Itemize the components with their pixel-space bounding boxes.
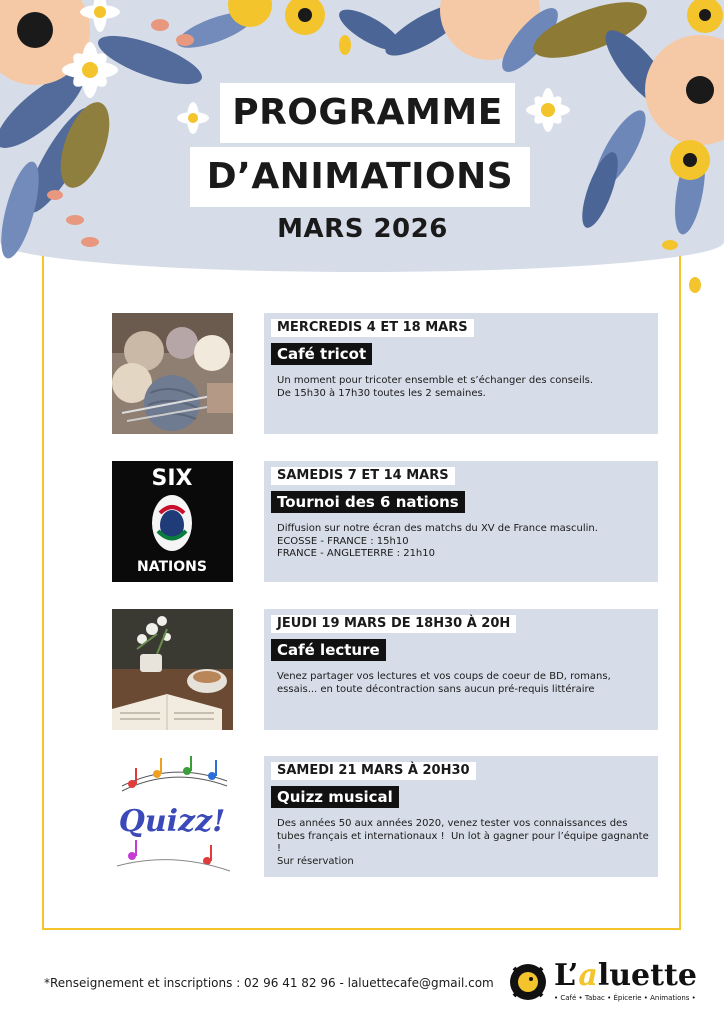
event-card-body xyxy=(264,756,658,877)
daisy-right xyxy=(526,88,570,132)
daisy-small-left xyxy=(177,102,209,134)
title-line-1: PROGRAMME xyxy=(220,83,515,143)
logo-tagline: • Café • Tabac • Épicerie • Animations • xyxy=(554,994,696,1002)
title-line-2: D’ANIMATIONS xyxy=(190,147,530,207)
logo-name: L’aluette xyxy=(554,958,697,993)
event-card-six-nations xyxy=(112,461,658,582)
svg-text:NATIONS: NATIONS xyxy=(137,559,207,575)
event-image-quizz xyxy=(112,756,233,877)
event-card-lecture xyxy=(112,609,658,730)
event-description: Venez partager vos lectures et vos coups de coeur de BD, romans, essais... en toute décontraction sans aucun pré-requis littéraire xyxy=(277,671,611,695)
event-image-six-nations-logo xyxy=(112,461,233,582)
laluette-logo xyxy=(506,958,697,1008)
event-card-body xyxy=(264,609,658,730)
event-card-tricot xyxy=(112,313,658,434)
svg-text:SIX: SIX xyxy=(151,466,193,491)
event-card-body xyxy=(264,313,658,434)
event-description: Un moment pour tricoter ensemble et s’échanger des conseils. De 15h30 à 17h30 toutes les 2 semaines. xyxy=(277,375,593,399)
event-date: SAMEDI 21 MARS À 20H30 xyxy=(271,762,476,780)
event-title: Café tricot xyxy=(271,343,372,365)
flowers-top-center xyxy=(228,0,566,80)
contact-info: *Renseignement et inscriptions : 02 96 41 82 96 - laluettecafe@gmail.com xyxy=(44,976,494,990)
svg-text:Quizz!: Quizz! xyxy=(118,804,226,839)
event-title: Café lecture xyxy=(271,639,386,661)
event-card-quizz xyxy=(112,756,658,877)
event-title: Quizz musical xyxy=(271,786,399,808)
event-date: MERCREDIS 4 ET 18 MARS xyxy=(271,319,474,337)
event-card-body xyxy=(264,461,658,582)
event-title: Tournoi des 6 nations xyxy=(271,491,465,513)
flowers-right xyxy=(527,0,724,293)
event-image-book-tea xyxy=(112,609,233,730)
event-image-yarn xyxy=(112,313,233,434)
bird-icon xyxy=(506,960,550,1004)
event-description: Diffusion sur notre écran des matchs du XV de France masculin. ECOSSE - FRANCE : 15h10 FRANCE - ANGLETERRE : 21h10 xyxy=(277,523,598,559)
event-date: SAMEDIS 7 ET 14 MARS xyxy=(271,467,455,485)
subtitle-month: MARS 2026 xyxy=(277,214,448,244)
event-description: Des années 50 aux années 2020, venez tester vos connaissances des tubes français et internationaux ! Un lot à gagner pour l’équipe gagnante ! Sur réservation xyxy=(277,818,652,867)
event-date: JEUDI 19 MARS DE 18H30 À 20H xyxy=(271,615,516,633)
